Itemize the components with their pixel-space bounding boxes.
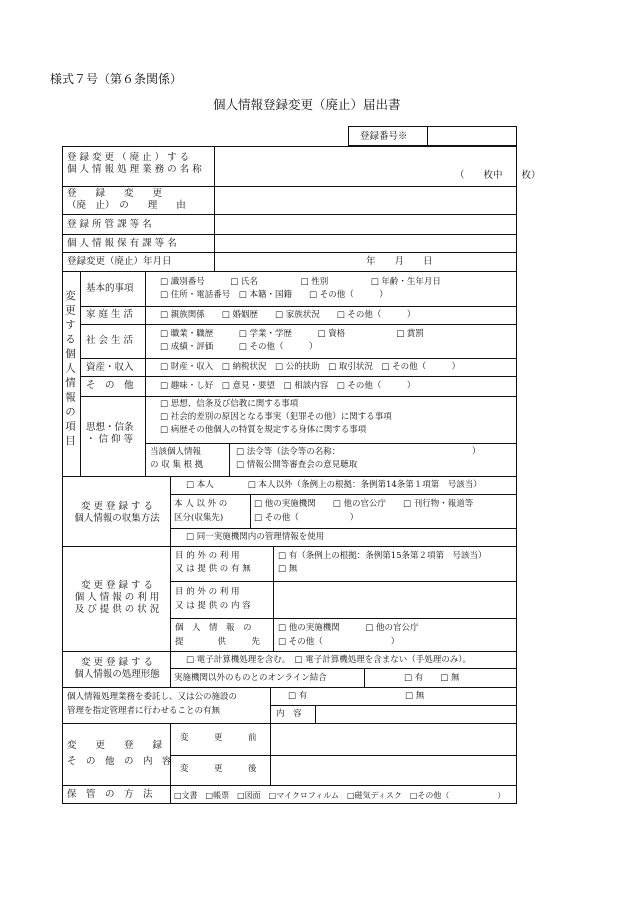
other-items-options[interactable]: □ 趣味・し好 □ 意見・要望 □ 相談内容 □ その他（ ） <box>160 381 416 391</box>
changed-items-vertical-label: 変更する個人情報の項目 <box>64 290 76 450</box>
holding-dept-field[interactable] <box>216 236 515 251</box>
registering-dept-label: 登 録 所 管 課 等 名 <box>67 219 152 230</box>
basic-items-label: 基本的事項 <box>86 283 134 294</box>
belief-label: 思想・信条 ・ 信 仰 等 <box>86 422 134 445</box>
entrust-yes[interactable]: □ 有 <box>288 691 308 701</box>
other-changes-label: 変 更 登 録 そ の 他 の 内 容 <box>67 740 172 767</box>
purpose-content-field[interactable] <box>275 583 515 617</box>
after-change-label: 変 更 後 <box>180 764 257 774</box>
processing-form-label: 変 更 登 録 す る 個人情報の処理形態 <box>74 657 160 680</box>
registration-number-label: 登録番号※ <box>360 131 408 142</box>
other-items-label: そ の 他 <box>86 380 134 391</box>
purpose-content-label: 目 的 外 の 利 用 又 は 提 供 の 内 容 <box>175 587 251 611</box>
provision-destination-label: 個 人 情 報 の 提 供 先 <box>175 623 261 647</box>
form-number: 様式７号（第６条関係） <box>50 72 183 86</box>
collection-method-label: 変 更 登 録 す る 個人情報の収集方法 <box>74 501 160 524</box>
social-life-label: 社 会 生 活 <box>86 335 134 346</box>
usage-provision-label: 変 更 登 録 す る 個 人 情 報 の 利 用 及 び 提 供 の 状 況 <box>74 580 160 615</box>
business-name-label: 登 録 変 更 （ 廃 止 ） す る 個 人 情 報 処 理 業 務 の 名 称 <box>67 152 202 175</box>
computer-processing-options[interactable]: □ 電子計算機処理を含む。 □ 電子計算機処理を含まない（手処理のみ）。 <box>186 655 471 665</box>
social-life-options[interactable]: □ 職業・職歴 □ 学業・学歴 □ 資格 □ 賞罰 □ 成績・評価 □ その他（ ） <box>160 329 424 352</box>
entrust-content-label: 内 容 <box>276 709 302 719</box>
collection-other-options[interactable]: □ 他の実施機関 □ 他の官公庁 □ 刊行物・報道等 □ その他（ ） <box>254 499 474 523</box>
sheet-count: （ 枚中 枚） <box>455 170 541 181</box>
change-date-value[interactable]: 年 月 日 <box>366 256 433 267</box>
family-life-label: 家 庭 生 活 <box>86 309 134 320</box>
form-title: 個人情報登録変更（廃止）届出書 <box>213 97 401 112</box>
entrust-no[interactable]: □ 無 <box>405 691 425 701</box>
belief-options[interactable]: □ 思想、信条及び信教に関する事項 □ 社会的差別の原因となる事実（犯罪その他）に関する事項 □ 病歴その他個人の特質を規定する身体に関する事項 <box>160 399 392 435</box>
family-life-options[interactable]: □ 親族関係 □ 婚姻歴 □ 家族状況 □ その他（ ） <box>160 310 416 320</box>
registration-number-field[interactable] <box>429 128 515 144</box>
before-change-label: 変 更 前 <box>180 733 257 743</box>
collection-self-options[interactable]: □ 本人 □ 本人以外（条例上の根拠：条例第14条第１項第 号該当） <box>186 480 482 490</box>
collection-other-label: 本 人 以 外 の 区分(収集先) <box>174 499 228 523</box>
registering-dept-field[interactable] <box>216 216 515 233</box>
holding-dept-label: 個 人 情 報 保 有 課 等 名 <box>67 238 177 249</box>
purpose-use-options[interactable]: □ 有（条例上の根拠：条例第15条第２項第 号該当） □ 無 <box>278 551 487 574</box>
before-change-field[interactable] <box>272 725 515 754</box>
purpose-use-label: 目 的 外 の 利 用 又 は 提 供 の 有 無 <box>175 551 251 574</box>
collection-basis-label: 当該個人情報 の 収 集 根 拠 <box>150 447 204 470</box>
online-link-label: 実施機関以外のものとのオンライン結合 <box>174 673 327 683</box>
change-date-label: 登録変更（廃止）年月日 <box>67 256 172 267</box>
entrust-content-field[interactable] <box>317 707 515 722</box>
basic-items-options[interactable]: □ 識別番号 □ 氏名 □ 性別 □ 年齢・生年月日 □ 住所・電話番号 □ 本籍・国籍 □ その他（ ） <box>160 277 441 300</box>
storage-method-label: 保 管 の 方 法 <box>67 789 153 800</box>
entrust-label: 個人情報処理業務を委託し、又は公の施設の 管理を指定管理者に行わせることの有無 <box>67 692 238 716</box>
collection-basis-options[interactable]: □ 法令等（法令等の名称： ） □ 情報公開等審査会の意見聴取 <box>236 447 481 470</box>
reason-field[interactable] <box>216 188 515 213</box>
storage-method-options[interactable]: □文書 □帳票 □図面 □マイクロフィルム □磁気ディスク □その他（ ） <box>174 791 506 800</box>
online-link-options[interactable]: □ 有 □ 無 <box>404 673 460 683</box>
assets-income-options[interactable]: □ 財産・収入 □ 納税状況 □ 公的扶助 □ 取引状況 □ その他（ ） <box>160 362 461 372</box>
collection-internal-option[interactable]: □ 同一実施機関内の管理情報を使用 <box>186 532 325 542</box>
provision-destination-options[interactable]: □ 他の実施機関 □ 他の官公庁 □ その他（ ） <box>278 623 419 647</box>
reason-label: 登 録 変 更 （廃 止） の 理 由 <box>67 188 186 211</box>
assets-income-label: 資産・収入 <box>86 362 134 373</box>
after-change-field[interactable] <box>272 757 515 784</box>
